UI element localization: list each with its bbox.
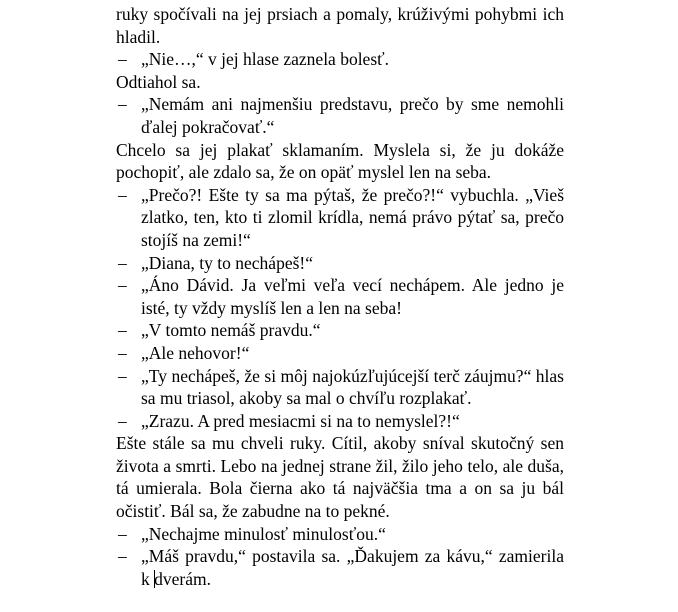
dialogue-text: „Nemám ani najmenšiu predstavu, prečo by sme nemohli ďalej pokračovať.“	[141, 94, 564, 137]
dialogue-line	[116, 545, 564, 590]
paragraph: ruky spočívali na jej prsiach a pomaly, krúživými pohybmi ich hladil.	[116, 4, 564, 47]
dialogue-text: „Nie…,“ v jej hlase zaznela bolesť.	[141, 49, 389, 70]
dialogue-line	[116, 523, 564, 546]
dialogue-text-tail: dverám.	[154, 568, 211, 589]
dialogue-dash: –	[118, 342, 127, 363]
dialogue-line	[116, 410, 564, 433]
dialogue-text: „Nechajme minulosť minulosťou.“	[141, 523, 386, 544]
document-text	[116, 3, 564, 590]
dialogue-dash: –	[118, 252, 127, 273]
dialogue-line	[116, 365, 564, 410]
dialogue-text: „Áno Dávid. Ja veľmi veľa vecí nechápem. Ale jedno je isté, ty vždy myslíš len a len na seba!	[141, 275, 564, 318]
dialogue-text: „Zrazu. A pred mesiacmi si na to nemyslel?!“	[141, 410, 460, 431]
dialogue-dash: –	[118, 365, 127, 386]
dialogue-text: „Ty nechápeš, že si môj najokúzľujúcejší terč záujmu?“ hlas sa mu triasol, akoby sa mal o chvíľu rozplakať.	[141, 365, 564, 409]
dialogue-text: „V tomto nemáš pravdu.“	[141, 320, 321, 341]
dialogue-line	[116, 93, 564, 138]
dialogue-dash: –	[118, 410, 127, 431]
dialogue-dash: –	[118, 546, 127, 567]
dialogue-text: „Máš pravdu,“ postavila sa. „Ďakujem za kávu,“ zamierila k	[141, 546, 564, 589]
dialogue-line	[116, 252, 564, 275]
dialogue-line	[116, 48, 564, 71]
dialogue-line	[116, 319, 564, 342]
dialogue-line	[116, 274, 564, 319]
dialogue-text: „Diana, ty to nechápeš!“	[141, 252, 314, 273]
dialogue-dash: –	[118, 49, 127, 70]
paragraph: Ešte stále sa mu chveli ruky. Cítil, akoby sníval skutočný sen života a smrti. Lebo na jednej strane žil, žilo jeho telo, ale duša, tá umierala. Bola čierna ako tá najväčšia tma a on sa ju bál očistiť. Bál sa, že zabudne na to pekné.	[116, 433, 564, 522]
dialogue-line	[116, 184, 564, 252]
paragraph: Chcelo sa jej plakať sklamaním. Myslela si, že ju dokáže pochopiť, ale zdalo sa, že on opäť myslel len na seba.	[116, 139, 564, 183]
dialogue-dash: –	[118, 94, 127, 115]
paragraph: Odtiahol sa.	[116, 71, 201, 92]
dialogue-dash: –	[118, 184, 127, 205]
dialogue-text: „Ale nehovor!“	[141, 342, 250, 363]
dialogue-line	[116, 342, 564, 365]
dialogue-dash: –	[118, 275, 127, 296]
dialogue-dash: –	[118, 523, 127, 544]
dialogue-text: „Prečo?! Ešte ty sa ma pýtaš, že prečo?!“ vybuchla. „Vieš zlatko, ten, kto ti zlomil krídla, nemá právo pýtať sa, prečo stojíš na zemi!“	[141, 184, 564, 250]
dialogue-dash: –	[118, 320, 127, 341]
